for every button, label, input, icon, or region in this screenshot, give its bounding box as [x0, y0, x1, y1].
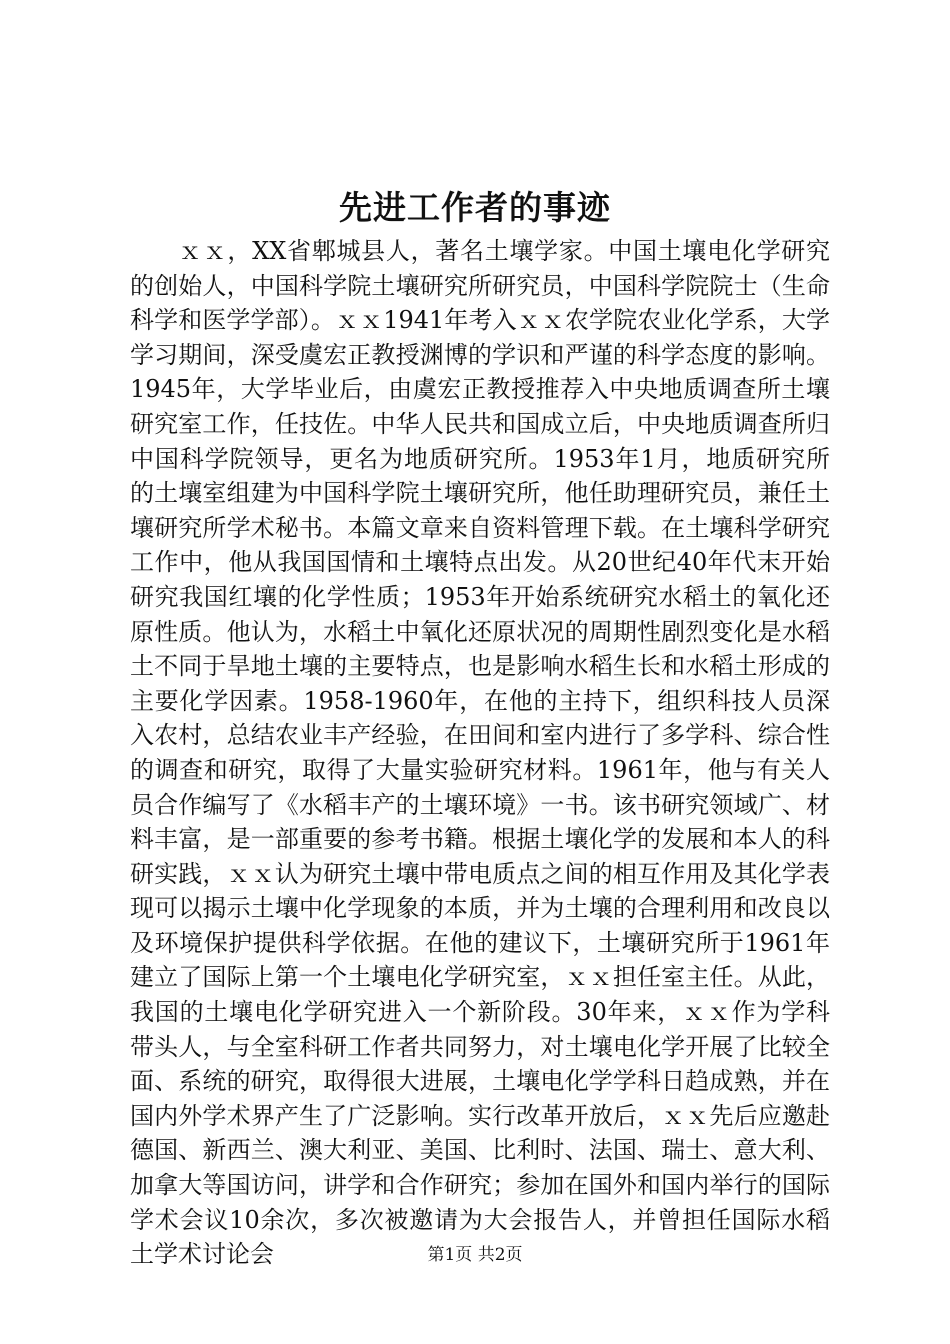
- page-footer: 第1页 共2页: [427, 1245, 523, 1265]
- document-title: 先进工作者的事迹: [339, 188, 611, 227]
- document-body-paragraph: ｘｘ，XX省郫城县人，著名土壤学家。中国土壤电化学研究的创始人，中国科学院土壤研究所研究员，中国科学院院士（生命科学和医学学部）。ｘｘ1941年考入ｘｘ农学院农业化学系，大学学习期间，深受虞宏正教授渊博的学识和严谨的科学态度的影响。1945年，大学毕业后，由虞宏正教授推荐入中央地质调查所土壤研究室工作，任技佐。中华人民共和国成立后，中央地质调查所归中国科学院领导，更名为地质研究所。1953年1月，地质研究所的土壤室组建为中国科学院土壤研究所，他任助理研究员，兼任土壤研究所学术秘书。本篇文章来自资料管理下载。在土壤科学研究工作中，他从我国国情和土壤特点出发。从20世纪40年代末开始研究我国红壤的化学性质；1953年开始系统研究水稻土的氧化还原性质。他认为，水稻土中氧化还原状况的周期性剧烈变化是水稻土不同于旱地土壤的主要特点，也是影响水稻生长和水稻土形成的主要化学因素。1958-1960年，在他的主持下，组织科技人员深入农村，总结农业丰产经验，在田间和室内进行了多学科、综合性的调查和研究，取得了大量实验研究材料。1961年，他与有关人员合作编写了《水稻丰产的土壤环境》一书。该书研究领域广、材料丰富，是一部重要的参考书籍。根据土壤化学的发展和本人的科研实践，ｘｘ认为研究土壤中带电质点之间的相互作用及其化学表现可以揭示土壤中化学现象的本质，并为土壤的合理利用和改良以及环境保护提供科学依据。在他的建议下，土壤研究所于1961年建立了国际上第一个土壤电化学研究室，ｘｘ担任室主任。从此，我国的土壤电化学研究进入一个新阶段。30年来，ｘｘ作为学科带头人，与全室科研工作者共同努力，对土壤电化学开展了比较全面、系统的研究，取得很大进展，土壤电化学学科日趋成熟，并在国内外学术界产生了广泛影响。实行改革开放后，ｘｘ先后应邀赴德国、新西兰、澳大利亚、美国、比利时、法国、瑞士、意大利、加拿大等国访问，讲学和合作研究；参加在国外和国内举行的国际学术会议10余次，多次被邀请为大会报告人，并曾担任国际水稻土学术讨论会: [130, 237, 830, 1269]
